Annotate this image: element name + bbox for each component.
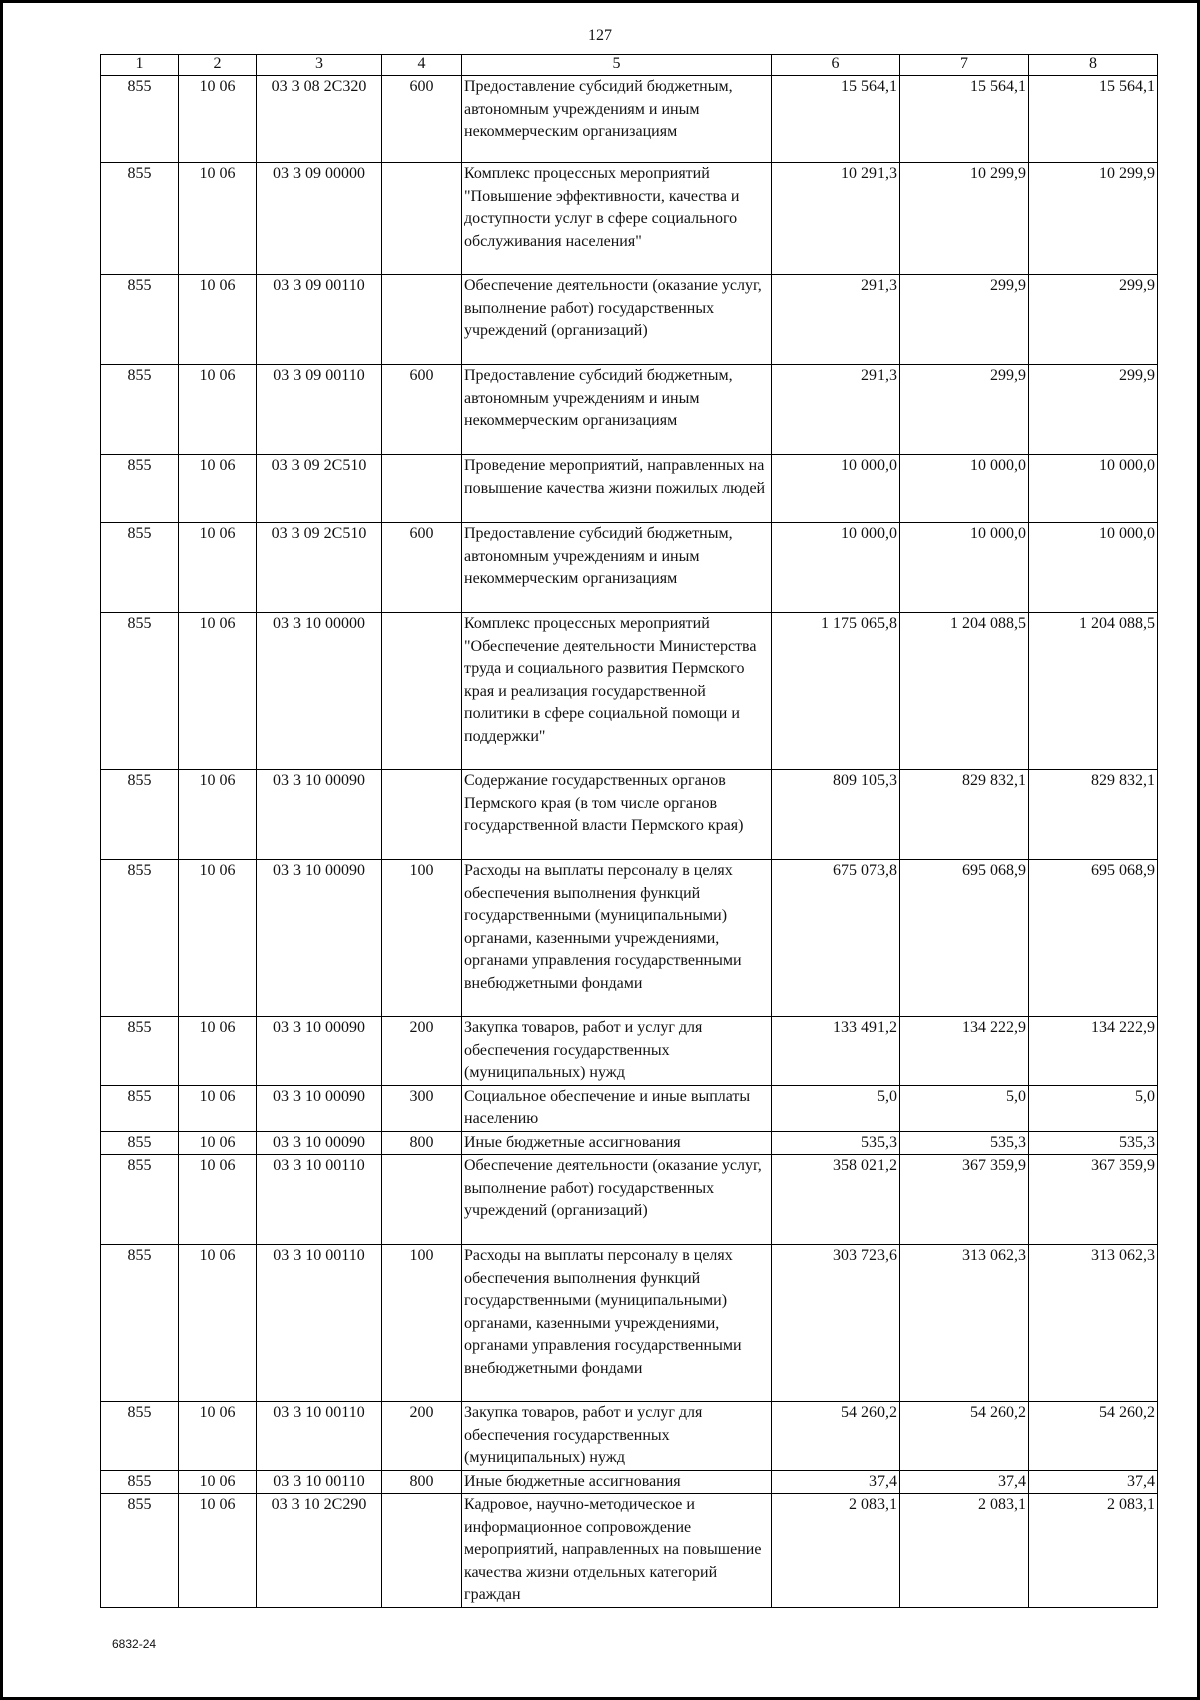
cell-amount-2: 134 222,9 — [900, 1017, 1029, 1086]
cell-name: Закупка товаров, работ и услуг для обеспечения государственных (муниципальных) нужд — [462, 1017, 772, 1086]
cell-name: Расходы на выплаты персоналу в целях обеспечения выполнения функций государственными (муниципальными) органами, казенными учреждениями, органами управления государственными внебюджетными фондами — [462, 1245, 772, 1402]
table-row — [101, 1017, 1158, 1086]
column-header-2: 2 — [179, 55, 257, 76]
cell-section-code: 10 06 — [179, 163, 257, 275]
cell-amount-2: 15 564,1 — [900, 76, 1029, 163]
cell-amount-3: 535,3 — [1029, 1131, 1158, 1155]
cell-target-article: 03 3 10 00090 — [257, 1017, 382, 1086]
cell-ministry-code: 855 — [101, 76, 179, 163]
cell-target-article: 03 3 10 00090 — [257, 1085, 382, 1131]
cell-amount-2: 10 299,9 — [900, 163, 1029, 275]
cell-expense-type: 100 — [382, 1245, 462, 1402]
document-code: 6832-24 — [112, 1637, 157, 1651]
cell-target-article: 03 3 10 00090 — [257, 1131, 382, 1155]
cell-section-code: 10 06 — [179, 523, 257, 613]
cell-amount-1: 54 260,2 — [772, 1402, 900, 1471]
cell-amount-3: 10 299,9 — [1029, 163, 1158, 275]
cell-expense-type — [382, 1155, 462, 1245]
cell-amount-3: 54 260,2 — [1029, 1402, 1158, 1471]
table-row — [101, 1155, 1158, 1245]
cell-amount-1: 15 564,1 — [772, 76, 900, 163]
column-header-5: 5 — [462, 55, 772, 76]
cell-section-code: 10 06 — [179, 770, 257, 860]
cell-ministry-code: 855 — [101, 1085, 179, 1131]
table-row — [101, 860, 1158, 1017]
cell-section-code: 10 06 — [179, 365, 257, 455]
cell-section-code: 10 06 — [179, 1494, 257, 1608]
cell-ministry-code: 855 — [101, 1470, 179, 1494]
cell-amount-1: 291,3 — [772, 365, 900, 455]
cell-amount-3: 134 222,9 — [1029, 1017, 1158, 1086]
cell-amount-2: 299,9 — [900, 275, 1029, 365]
table-row — [101, 1085, 1158, 1131]
cell-target-article: 03 3 10 00110 — [257, 1402, 382, 1471]
cell-expense-type: 600 — [382, 76, 462, 163]
table-row — [101, 1402, 1158, 1471]
cell-expense-type — [382, 455, 462, 523]
cell-amount-1: 535,3 — [772, 1131, 900, 1155]
cell-target-article: 03 3 10 00110 — [257, 1155, 382, 1245]
cell-target-article: 03 3 09 00000 — [257, 163, 382, 275]
cell-amount-3: 10 000,0 — [1029, 523, 1158, 613]
cell-target-article: 03 3 09 00110 — [257, 365, 382, 455]
column-header-6: 6 — [772, 55, 900, 76]
cell-ministry-code: 855 — [101, 275, 179, 365]
cell-target-article: 03 3 10 00110 — [257, 1470, 382, 1494]
cell-amount-1: 2 083,1 — [772, 1494, 900, 1608]
cell-name: Иные бюджетные ассигнования — [462, 1470, 772, 1494]
cell-ministry-code: 855 — [101, 365, 179, 455]
cell-expense-type — [382, 275, 462, 365]
cell-amount-3: 367 359,9 — [1029, 1155, 1158, 1245]
cell-amount-2: 1 204 088,5 — [900, 613, 1029, 770]
cell-target-article: 03 3 09 00110 — [257, 275, 382, 365]
budget-table — [100, 54, 1158, 1608]
cell-ministry-code: 855 — [101, 523, 179, 613]
table-row — [101, 76, 1158, 163]
cell-amount-2: 37,4 — [900, 1470, 1029, 1494]
cell-target-article: 03 3 10 2С290 — [257, 1494, 382, 1608]
cell-amount-1: 809 105,3 — [772, 770, 900, 860]
table-row — [101, 275, 1158, 365]
cell-name: Предоставление субсидий бюджетным, автономным учреждениям и иным некоммерческим организациям — [462, 76, 772, 163]
table-row — [101, 613, 1158, 770]
cell-amount-3: 10 000,0 — [1029, 455, 1158, 523]
cell-section-code: 10 06 — [179, 1245, 257, 1402]
cell-section-code: 10 06 — [179, 1402, 257, 1471]
cell-name: Социальное обеспечение и иные выплаты населению — [462, 1085, 772, 1131]
cell-name: Обеспечение деятельности (оказание услуг, выполнение работ) государственных учреждений (организаций) — [462, 1155, 772, 1245]
column-header-3: 3 — [257, 55, 382, 76]
cell-amount-1: 37,4 — [772, 1470, 900, 1494]
cell-expense-type: 800 — [382, 1470, 462, 1494]
cell-amount-2: 2 083,1 — [900, 1494, 1029, 1608]
cell-expense-type: 600 — [382, 365, 462, 455]
cell-ministry-code: 855 — [101, 1131, 179, 1155]
cell-expense-type: 600 — [382, 523, 462, 613]
cell-expense-type: 200 — [382, 1402, 462, 1471]
cell-amount-2: 367 359,9 — [900, 1155, 1029, 1245]
cell-target-article: 03 3 08 2С320 — [257, 76, 382, 163]
cell-name: Обеспечение деятельности (оказание услуг, выполнение работ) государственных учреждений (организаций) — [462, 275, 772, 365]
cell-expense-type — [382, 613, 462, 770]
cell-section-code: 10 06 — [179, 1017, 257, 1086]
table-row — [101, 523, 1158, 613]
cell-amount-3: 1 204 088,5 — [1029, 613, 1158, 770]
cell-section-code: 10 06 — [179, 1085, 257, 1131]
cell-expense-type: 100 — [382, 860, 462, 1017]
cell-section-code: 10 06 — [179, 76, 257, 163]
cell-section-code: 10 06 — [179, 613, 257, 770]
cell-amount-1: 675 073,8 — [772, 860, 900, 1017]
cell-ministry-code: 855 — [101, 860, 179, 1017]
cell-amount-3: 15 564,1 — [1029, 76, 1158, 163]
column-header-8: 8 — [1029, 55, 1158, 76]
cell-expense-type — [382, 1494, 462, 1608]
cell-section-code: 10 06 — [179, 1155, 257, 1245]
cell-ministry-code: 855 — [101, 455, 179, 523]
cell-ministry-code: 855 — [101, 1017, 179, 1086]
cell-target-article: 03 3 09 2С510 — [257, 455, 382, 523]
cell-amount-1: 10 291,3 — [772, 163, 900, 275]
column-header-1: 1 — [101, 55, 179, 76]
cell-amount-3: 313 062,3 — [1029, 1245, 1158, 1402]
cell-expense-type — [382, 770, 462, 860]
cell-amount-1: 303 723,6 — [772, 1245, 900, 1402]
cell-amount-1: 358 021,2 — [772, 1155, 900, 1245]
table-row — [101, 1470, 1158, 1494]
cell-name: Кадровое, научно-методическое и информационное сопровождение мероприятий, направленных на повышение качества жизни отдельных категорий граждан — [462, 1494, 772, 1608]
cell-ministry-code: 855 — [101, 1494, 179, 1608]
table-row — [101, 770, 1158, 860]
cell-amount-2: 829 832,1 — [900, 770, 1029, 860]
cell-amount-3: 2 083,1 — [1029, 1494, 1158, 1608]
column-header-4: 4 — [382, 55, 462, 76]
cell-section-code: 10 06 — [179, 455, 257, 523]
cell-amount-1: 291,3 — [772, 275, 900, 365]
cell-amount-1: 10 000,0 — [772, 455, 900, 523]
cell-amount-2: 313 062,3 — [900, 1245, 1029, 1402]
cell-ministry-code: 855 — [101, 1155, 179, 1245]
cell-section-code: 10 06 — [179, 1470, 257, 1494]
cell-ministry-code: 855 — [101, 1402, 179, 1471]
table-row — [101, 1494, 1158, 1608]
column-header-7: 7 — [900, 55, 1029, 76]
cell-name: Предоставление субсидий бюджетным, автономным учреждениям и иным некоммерческим организациям — [462, 365, 772, 455]
cell-name: Расходы на выплаты персоналу в целях обеспечения выполнения функций государственными (муниципальными) органами, казенными учреждениями, органами управления государственными внебюджетными фондами — [462, 860, 772, 1017]
cell-amount-1: 133 491,2 — [772, 1017, 900, 1086]
cell-expense-type: 200 — [382, 1017, 462, 1086]
cell-name: Содержание государственных органов Пермского края (в том числе органов государственной власти Пермского края) — [462, 770, 772, 860]
table-row — [101, 163, 1158, 275]
cell-ministry-code: 855 — [101, 770, 179, 860]
table-row — [101, 455, 1158, 523]
cell-amount-2: 535,3 — [900, 1131, 1029, 1155]
cell-expense-type: 300 — [382, 1085, 462, 1131]
cell-name: Предоставление субсидий бюджетным, автономным учреждениям и иным некоммерческим организациям — [462, 523, 772, 613]
cell-section-code: 10 06 — [179, 275, 257, 365]
cell-amount-2: 10 000,0 — [900, 523, 1029, 613]
cell-target-article: 03 3 10 00090 — [257, 770, 382, 860]
cell-name: Проведение мероприятий, направленных на повышение качества жизни пожилых людей — [462, 455, 772, 523]
cell-amount-2: 10 000,0 — [900, 455, 1029, 523]
cell-amount-3: 299,9 — [1029, 365, 1158, 455]
cell-amount-1: 5,0 — [772, 1085, 900, 1131]
cell-target-article: 03 3 10 00000 — [257, 613, 382, 770]
cell-target-article: 03 3 10 00090 — [257, 860, 382, 1017]
cell-amount-3: 695 068,9 — [1029, 860, 1158, 1017]
cell-amount-3: 299,9 — [1029, 275, 1158, 365]
cell-amount-3: 829 832,1 — [1029, 770, 1158, 860]
header-row — [101, 55, 1158, 76]
table-row — [101, 1245, 1158, 1402]
cell-amount-2: 299,9 — [900, 365, 1029, 455]
cell-target-article: 03 3 10 00110 — [257, 1245, 382, 1402]
cell-ministry-code: 855 — [101, 163, 179, 275]
cell-amount-3: 37,4 — [1029, 1470, 1158, 1494]
cell-target-article: 03 3 09 2С510 — [257, 523, 382, 613]
cell-name: Иные бюджетные ассигнования — [462, 1131, 772, 1155]
cell-name: Комплекс процессных мероприятий "Повышение эффективности, качества и доступности услуг в сфере социального обслуживания населения" — [462, 163, 772, 275]
cell-amount-3: 5,0 — [1029, 1085, 1158, 1131]
cell-section-code: 10 06 — [179, 860, 257, 1017]
table-row — [101, 365, 1158, 455]
table-row — [101, 1131, 1158, 1155]
cell-name: Закупка товаров, работ и услуг для обеспечения государственных (муниципальных) нужд — [462, 1402, 772, 1471]
cell-name: Комплекс процессных мероприятий "Обеспечение деятельности Министерства труда и социального развития Пермского края и реализация государственной политики в сфере социальной помощи и поддержки" — [462, 613, 772, 770]
cell-amount-1: 10 000,0 — [772, 523, 900, 613]
cell-amount-2: 695 068,9 — [900, 860, 1029, 1017]
cell-expense-type — [382, 163, 462, 275]
cell-ministry-code: 855 — [101, 1245, 179, 1402]
cell-section-code: 10 06 — [179, 1131, 257, 1155]
cell-ministry-code: 855 — [101, 613, 179, 770]
cell-amount-2: 5,0 — [900, 1085, 1029, 1131]
page-number: 127 — [588, 27, 612, 44]
cell-expense-type: 800 — [382, 1131, 462, 1155]
cell-amount-1: 1 175 065,8 — [772, 613, 900, 770]
cell-amount-2: 54 260,2 — [900, 1402, 1029, 1471]
